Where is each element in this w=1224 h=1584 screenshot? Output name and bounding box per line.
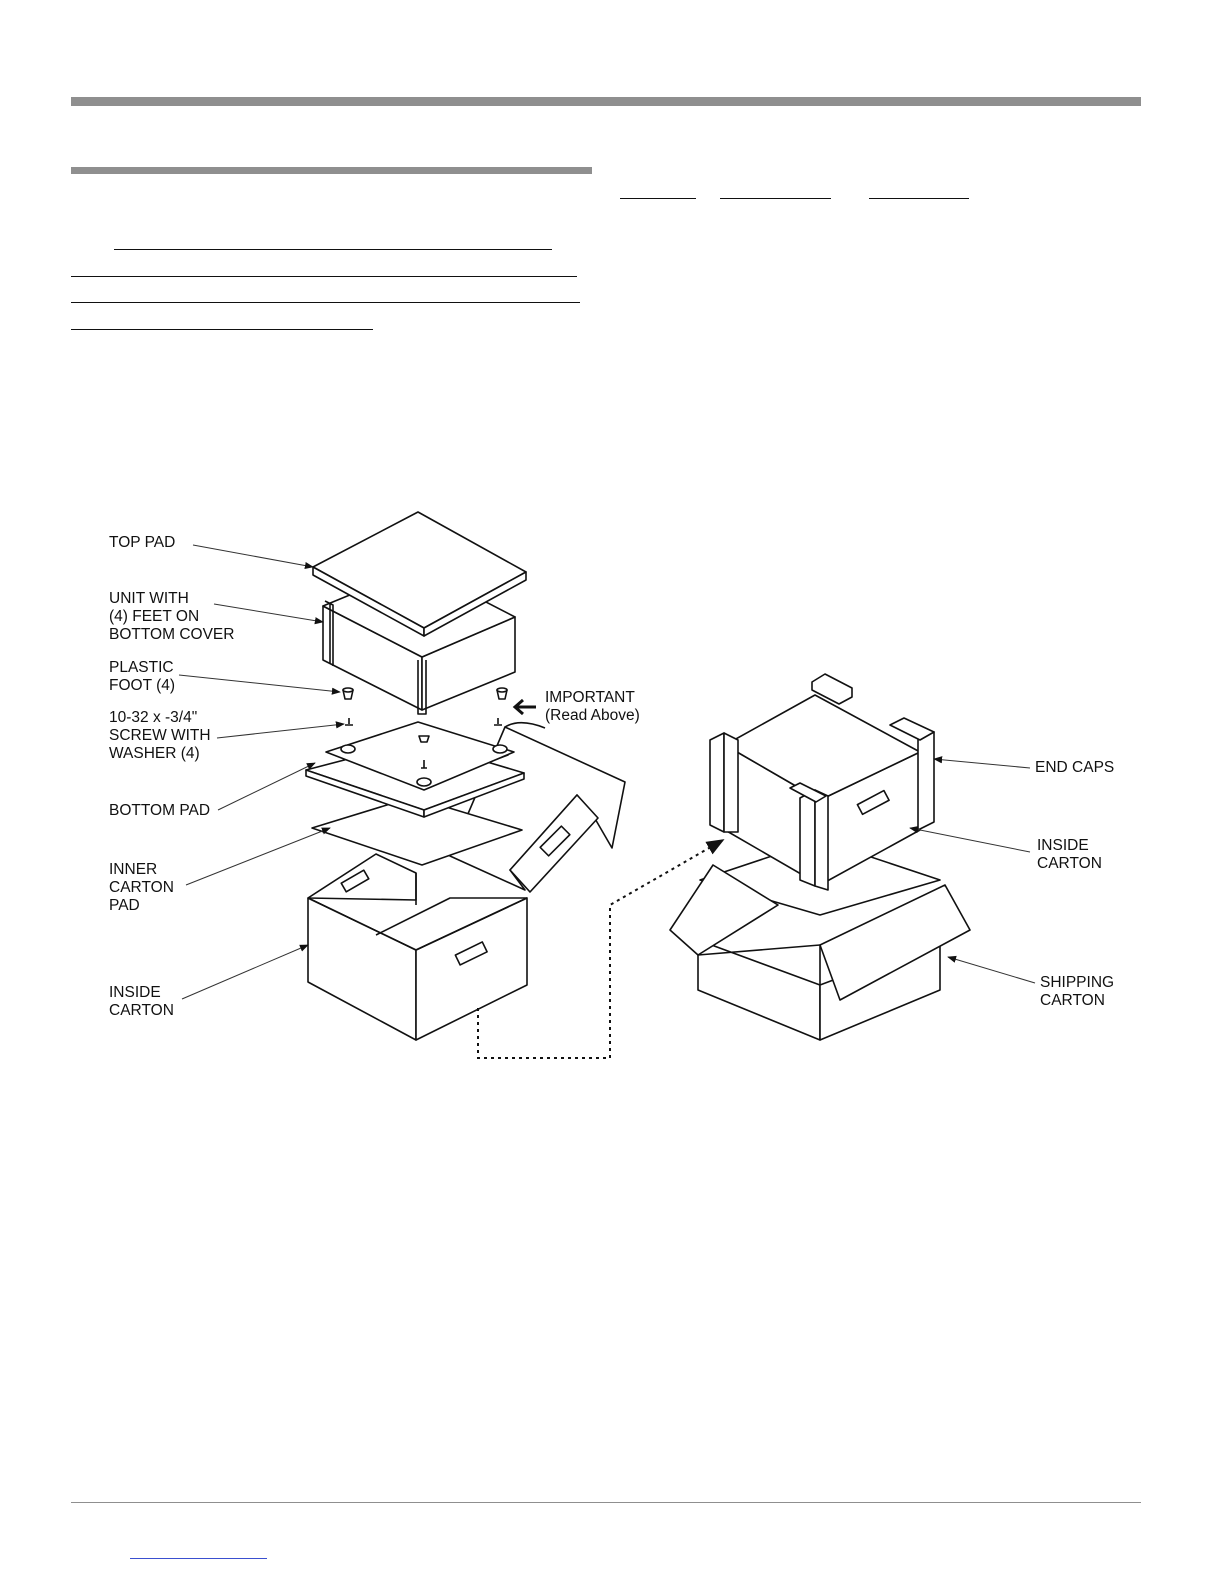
label-inside-carton-left-line1: INSIDE <box>109 984 161 1001</box>
label-foot-line2: FOOT (4) <box>109 677 176 694</box>
label-inner-pad-line3: PAD <box>109 897 140 914</box>
label-inside-carton-right-line2: CARTON <box>1037 855 1102 872</box>
label-important-line1: IMPORTANT <box>545 689 635 706</box>
label-screw-line1: 10-32 x -3/4" <box>109 709 198 726</box>
label-inner-pad-line2: CARTON <box>109 879 174 896</box>
label-important-line2: (Read Above) <box>545 707 640 724</box>
label-inside-carton-right-line1: INSIDE <box>1037 837 1089 854</box>
label-unit-line3: BOTTOM COVER <box>109 626 235 643</box>
label-inner-pad-line1: INNER <box>109 861 158 878</box>
label-top-pad: TOP PAD <box>109 534 176 551</box>
label-inside-carton-left-line2: CARTON <box>109 1002 174 1019</box>
label-foot-line1: PLASTIC <box>109 659 174 676</box>
label-screw-line3: WASHER (4) <box>109 745 200 762</box>
label-unit-line2: (4) FEET ON <box>109 608 200 625</box>
label-shipping-carton-line1: SHIPPING <box>1040 974 1115 991</box>
label-bottom-pad: BOTTOM PAD <box>109 802 211 819</box>
label-end-caps: END CAPS <box>1035 759 1115 776</box>
label-unit-line1: UNIT WITH <box>109 590 189 607</box>
label-shipping-carton-line2: CARTON <box>1040 992 1105 1009</box>
important-arrow-icon <box>515 700 536 714</box>
label-screw-line2: SCREW WITH <box>109 727 211 744</box>
